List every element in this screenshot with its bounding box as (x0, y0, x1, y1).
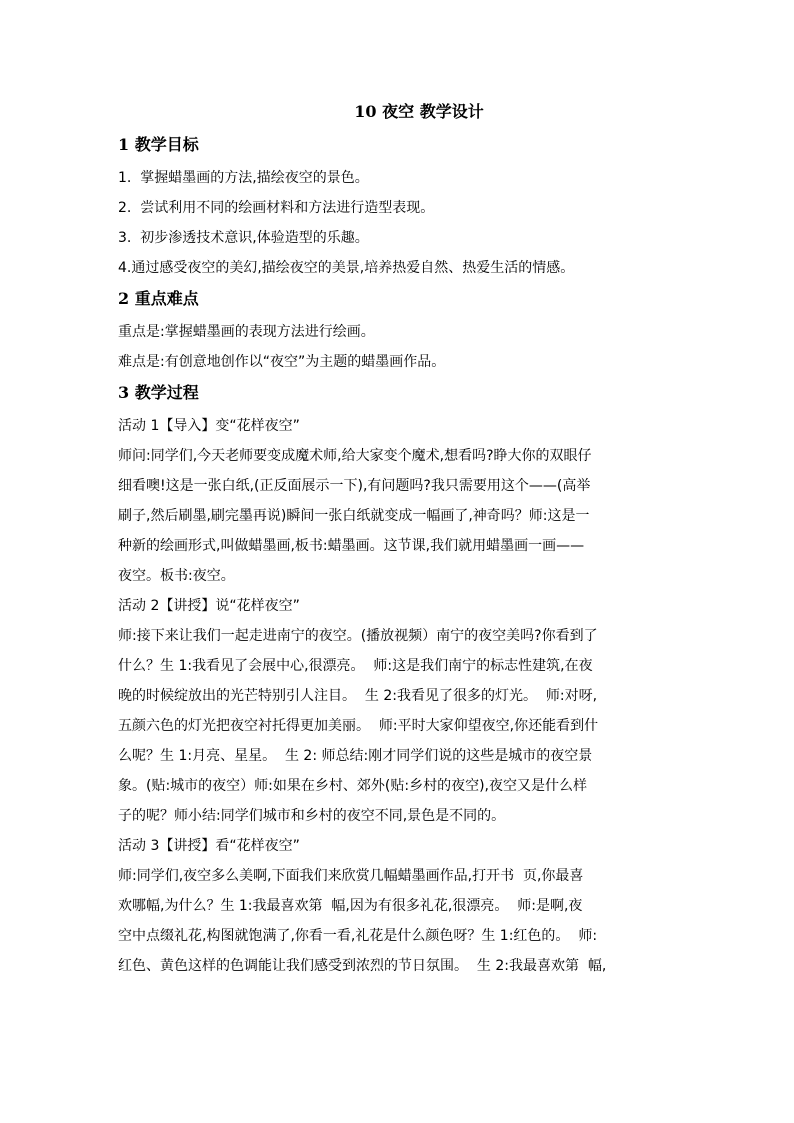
activity-paragraph (118, 861, 678, 981)
list-item: 重点是:掌握蜡墨画的表现方法进行绘画。 (118, 324, 375, 340)
activity-label: 活动 1【导入】变“花样夜空” (118, 418, 300, 434)
activity-label: 活动 2【讲授】说“花样夜空” (118, 598, 300, 614)
list-item: 1. 掌握蜡墨画的方法,描绘夜空的景色。 (118, 170, 369, 186)
paragraph-line: 师:同学们,夜空多么美啊,下面我们来欣赏几幅蜡墨画作品,打开书 页,你最喜 (118, 868, 584, 884)
objectives-list (118, 163, 678, 283)
list-item: 3. 初步渗透技术意识,体验造型的乐趣。 (118, 230, 369, 246)
paragraph-line: 细看噢!这是一张白纸,(正反面展示一下),有问题吗?我只需要用这个——(高举 (118, 478, 591, 494)
activity-paragraph (118, 621, 678, 831)
paragraph-line: 空中点缀礼花,构图就饱满了,你看一看,礼花是什么颜色呀？生 1:红色的。 师: (118, 928, 598, 944)
paragraph-line: 么呢？生 1:月亮、星星。 生 2: 师总结:刚才同学们说的这些是城市的夜空景 (118, 748, 593, 764)
paragraph-line: 夜空。板书:夜空。 (118, 568, 235, 584)
paragraph-line: 子的呢？师小结:同学们城市和乡村的夜空不同,景色是不同的。 (118, 808, 506, 824)
paragraph-line: 种新的绘画形式,叫做蜡墨画,板书:蜡墨画。这节课,我们就用蜡墨画一画—— (118, 538, 585, 554)
paragraph-line: 什么？生 1:我看见了会展中心,很漂亮。 师:这是我们南宁的标志性建筑,在夜 (118, 658, 593, 674)
list-item: 2. 尝试利用不同的绘画材料和方法进行造型表现。 (118, 200, 435, 216)
paragraph-line: 师:接下来让我们一起走进南宁的夜空。(播放视频）南宁的夜空美吗?你看到了 (118, 628, 598, 644)
paragraph-line: 象。(贴:城市的夜空）师:如果在乡村、郊外(贴:乡村的夜空),夜空又是什么样 (118, 778, 587, 794)
paragraph-line: 刷子,然后刷墨,刷完墨再说)瞬间一张白纸就变成一幅画了,神奇吗？师:这是一 (118, 508, 590, 524)
paragraph-line: 红色、黄色这样的色调能让我们感受到浓烈的节日氛围。 生 2:我最喜欢第 幅, (118, 958, 607, 974)
list-item: 难点是:有创意地创作以“夜空”为主题的蜡墨画作品。 (118, 354, 446, 370)
key-points-list (118, 317, 678, 377)
paragraph-line: 欢哪幅,为什么？生 1:我最喜欢第 幅,因为有很多礼花,很漂亮。 师:是啊,夜 (118, 898, 583, 914)
paragraph-line: 晚的时候绽放出的光芒特别引人注目。 生 2:我看见了很多的灯光。 师:对呀, (118, 688, 598, 704)
section-heading-process: 3 教学过程 (118, 383, 199, 402)
section-heading-objectives: 1 教学目标 (118, 135, 199, 154)
activity-label: 活动 3【讲授】看“花样夜空” (118, 838, 300, 854)
document-page (118, 100, 678, 981)
document-title: 10 夜空 教学设计 (354, 102, 484, 121)
activity-paragraph (118, 441, 678, 591)
paragraph-line: 五颜六色的灯光把夜空衬托得更加美丽。 师:平时大家仰望夜空,你还能看到什 (118, 718, 599, 734)
list-item: 4.通过感受夜空的美幻,描绘夜空的美景,培养热爱自然、热爱生活的情感。 (118, 260, 575, 276)
paragraph-line: 师问:同学们,今天老师要变成魔术师,给大家变个魔术,想看吗?睁大你的双眼仔 (118, 448, 592, 464)
section-heading-key-points: 2 重点难点 (118, 289, 199, 308)
